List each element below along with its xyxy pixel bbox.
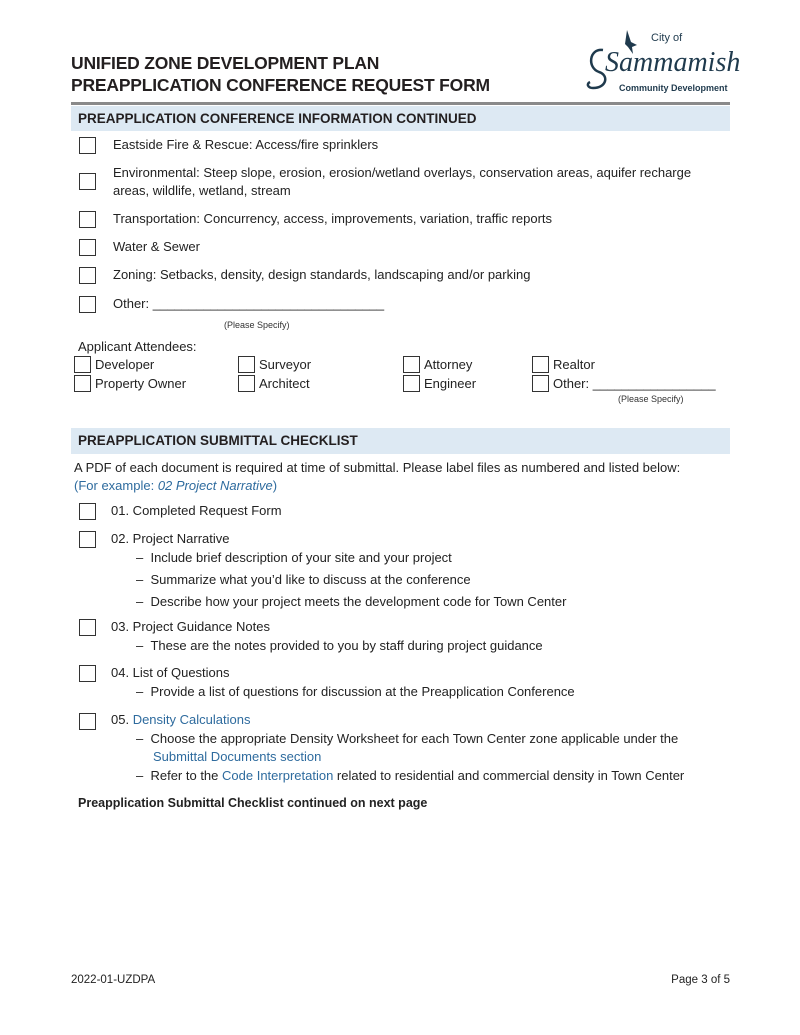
- checkbox-property-owner[interactable]: [74, 375, 91, 392]
- checkbox-architect[interactable]: [238, 375, 255, 392]
- item-label: Transportation: Concurrency, access, improvements, variation, traffic reports: [113, 211, 553, 226]
- bullet: – Summarize what you’d like to discuss at the conference: [136, 572, 471, 587]
- item-label: 04. List of Questions: [111, 665, 230, 680]
- checkbox-environmental[interactable]: [79, 173, 96, 190]
- header-divider: [71, 102, 730, 105]
- item-label: Eastside Fire & Rescue: Access/fire sprinklers: [113, 137, 379, 152]
- checkbox-attorney[interactable]: [403, 356, 420, 373]
- hint: (Please Specify): [224, 320, 290, 330]
- example-text: (For example: 02 Project Narrative): [74, 478, 278, 493]
- option-label: Developer: [95, 357, 155, 372]
- attendees-label: Applicant Attendees:: [78, 339, 197, 354]
- intro-text: A PDF of each document is required at time of submittal. Please label files as numbered and listed below:: [74, 460, 681, 475]
- bullet: – Choose the appropriate Density Worksheet for each Town Center zone applicable under the: [136, 731, 679, 746]
- checkbox-other[interactable]: [79, 296, 96, 313]
- checkbox-01[interactable]: [79, 503, 96, 520]
- form-title-line2: PREAPPLICATION CONFERENCE REQUEST FORM: [71, 75, 490, 95]
- item-label: 03. Project Guidance Notes: [111, 619, 270, 634]
- other-specify-field[interactable]: Other: ________________________________: [113, 296, 385, 311]
- item-label: Water & Sewer: [113, 239, 200, 254]
- checkbox-engineer[interactable]: [403, 375, 420, 392]
- city-logo: [583, 28, 741, 98]
- option-label: Property Owner: [95, 376, 187, 391]
- checkbox-transportation[interactable]: [79, 211, 96, 228]
- attendee-other-field[interactable]: Other: _________________: [553, 376, 716, 391]
- option-label: Attorney: [424, 357, 473, 372]
- checkbox-realtor[interactable]: [532, 356, 549, 373]
- checkbox-surveyor[interactable]: [238, 356, 255, 373]
- item-label: 01. Completed Request Form: [111, 503, 282, 518]
- checkbox-04[interactable]: [79, 665, 96, 682]
- checkbox-05[interactable]: [79, 713, 96, 730]
- continued-note: Preapplication Submittal Checklist continued on next page: [78, 796, 428, 810]
- section-heading: PREAPPLICATION SUBMITTAL CHECKLIST: [78, 433, 358, 448]
- item-label: areas, wildlife, wetland, stream: [113, 183, 291, 198]
- footer-form-code: 2022-01-UZDPA: [71, 974, 156, 986]
- form-title-line1: UNIFIED ZONE DEVELOPMENT PLAN: [71, 53, 380, 73]
- option-label: Engineer: [424, 376, 477, 391]
- logo-dept: Community Development: [619, 83, 728, 93]
- bullet: – Provide a list of questions for discussion at the Preapplication Conference: [136, 684, 575, 699]
- submittal-documents-link[interactable]: Submittal Documents section: [153, 749, 322, 764]
- checkbox-attendee-other[interactable]: [532, 375, 549, 392]
- density-calculations-link[interactable]: Density Calculations: [132, 712, 251, 727]
- footer-page-number: Page 3 of 5: [671, 974, 730, 986]
- checkbox-zoning[interactable]: [79, 267, 96, 284]
- item-label: Environmental: Steep slope, erosion, erosion/wetland overlays, conservation areas, aquifer recharge: [113, 165, 692, 180]
- checkbox-03[interactable]: [79, 619, 96, 636]
- bullet: – These are the notes provided to you by staff during project guidance: [136, 638, 543, 653]
- bullet: – Refer to the Code Interpretation related to residential and commercial density in Town Center: [136, 768, 685, 783]
- code-interpretation-link[interactable]: Code Interpretation: [222, 768, 334, 783]
- logo-name: Sammamish: [605, 47, 741, 78]
- item-label: Zoning: Setbacks, density, design standards, landscaping and/or parking: [113, 267, 531, 282]
- bullet: – Describe how your project meets the development code for Town Center: [136, 594, 567, 609]
- section-heading: PREAPPLICATION CONFERENCE INFORMATION CONTINUED: [78, 111, 477, 126]
- item-label: 02. Project Narrative: [111, 531, 230, 546]
- checkbox-02[interactable]: [79, 531, 96, 548]
- option-label: Surveyor: [259, 357, 312, 372]
- logo-city-of: City of: [651, 32, 683, 44]
- hint: (Please Specify): [618, 394, 684, 404]
- bullet: – Include brief description of your site and your project: [136, 550, 452, 565]
- section-header: [71, 428, 730, 454]
- checkbox-developer[interactable]: [74, 356, 91, 373]
- option-label: Realtor: [553, 357, 595, 372]
- option-label: Architect: [259, 376, 310, 391]
- item-label: 05. Density Calculations: [111, 712, 251, 727]
- checkbox-fire[interactable]: [79, 137, 96, 154]
- section-header: [71, 106, 730, 131]
- checkbox-water-sewer[interactable]: [79, 239, 96, 256]
